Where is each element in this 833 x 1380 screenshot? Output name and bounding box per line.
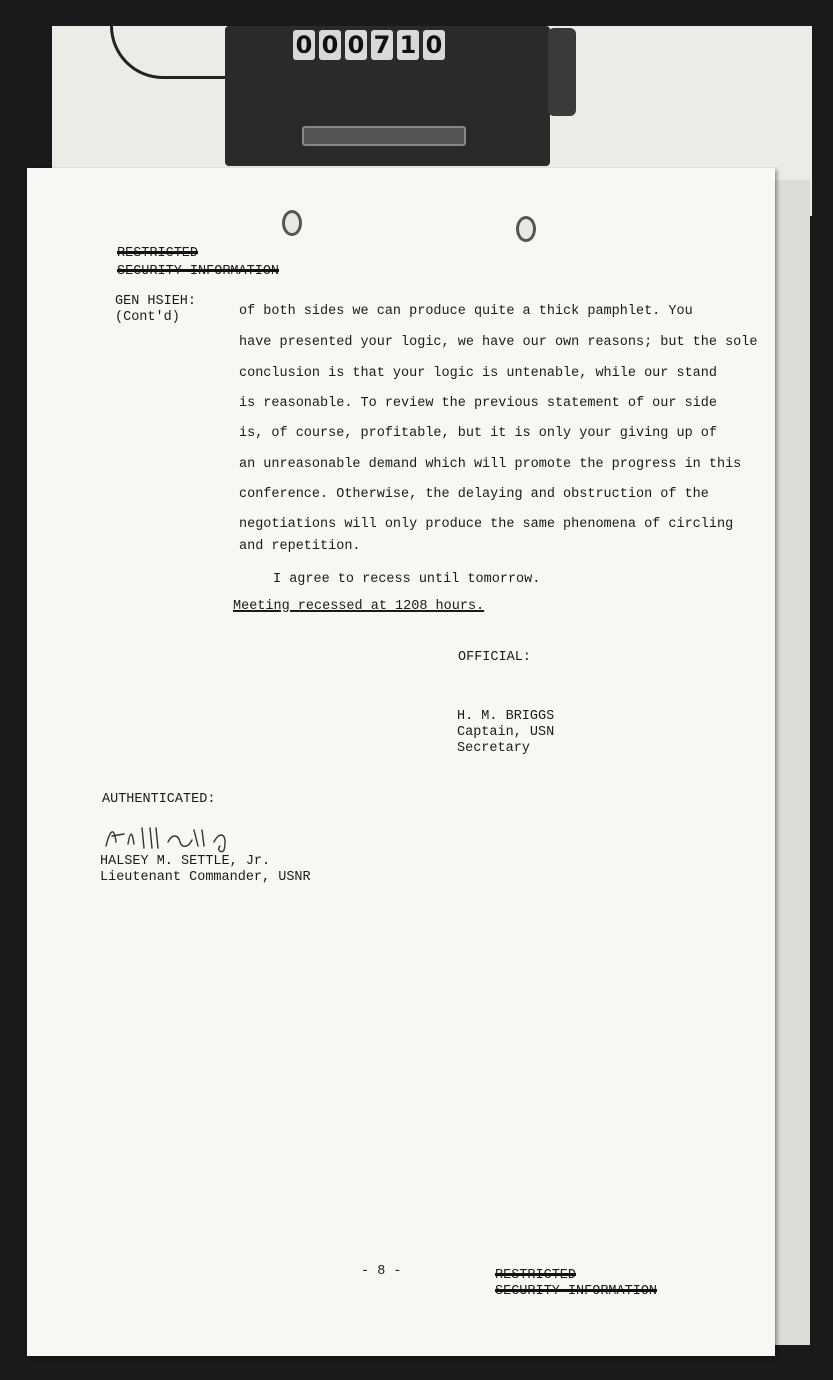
body-line: an unreasonable demand which will promote the progress in this — [239, 457, 742, 472]
body-line: conclusion is that your logic is untenable, while our stand — [239, 366, 717, 381]
handwritten-signature — [102, 820, 262, 856]
body-line: and repetition. — [239, 539, 361, 554]
closing-line: I agree to recess until tomorrow. — [273, 572, 541, 587]
speaker-name: GEN HSIEH: — [115, 294, 197, 309]
footer-classification-restricted: RESTRICTED — [495, 1268, 577, 1283]
body-line: is reasonable. To review the previous statement of our side — [239, 396, 717, 411]
punch-hole — [516, 216, 536, 242]
frame-counter-digits — [293, 30, 445, 62]
footer-classification-security: SECURITY INFORMATION — [495, 1284, 658, 1299]
official-rank: Captain, USN — [457, 725, 555, 740]
official-label: OFFICIAL: — [458, 650, 531, 665]
counter-digit: 7 — [371, 30, 393, 60]
page-number: - 8 - — [361, 1264, 402, 1279]
counter-digit: 0 — [345, 30, 367, 60]
counter-digit: 1 — [397, 30, 419, 60]
body-line: of both sides we can produce quite a thick pamphlet. You — [239, 304, 693, 319]
official-name: H. M. BRIGGS — [457, 709, 555, 724]
counter-slot — [302, 126, 466, 146]
body-line: conference. Otherwise, the delaying and obstruction of the — [239, 487, 709, 502]
punch-hole — [282, 210, 302, 236]
body-line: have presented your logic, we have our own reasons; but the sole — [239, 335, 758, 350]
body-line: is, of course, profitable, but it is only your giving up of — [239, 426, 717, 441]
counter-knob — [548, 28, 576, 116]
header-classification-security: SECURITY INFORMATION — [117, 264, 280, 279]
body-line: negotiations will only produce the same phenomena of circling — [239, 517, 734, 532]
counter-digit: 0 — [423, 30, 445, 60]
authenticator-name: HALSEY M. SETTLE, Jr. — [100, 854, 271, 869]
document-page — [27, 168, 775, 1356]
speaker-continued: (Cont'd) — [115, 310, 180, 325]
header-classification-restricted: RESTRICTED — [117, 246, 199, 261]
authenticated-label: AUTHENTICATED: — [102, 792, 216, 807]
counter-digit: 0 — [319, 30, 341, 60]
recess-note: Meeting recessed at 1208 hours. — [233, 599, 485, 614]
authenticator-rank: Lieutenant Commander, USNR — [100, 870, 311, 885]
official-title: Secretary — [457, 741, 530, 756]
counter-digit: 0 — [293, 30, 315, 60]
